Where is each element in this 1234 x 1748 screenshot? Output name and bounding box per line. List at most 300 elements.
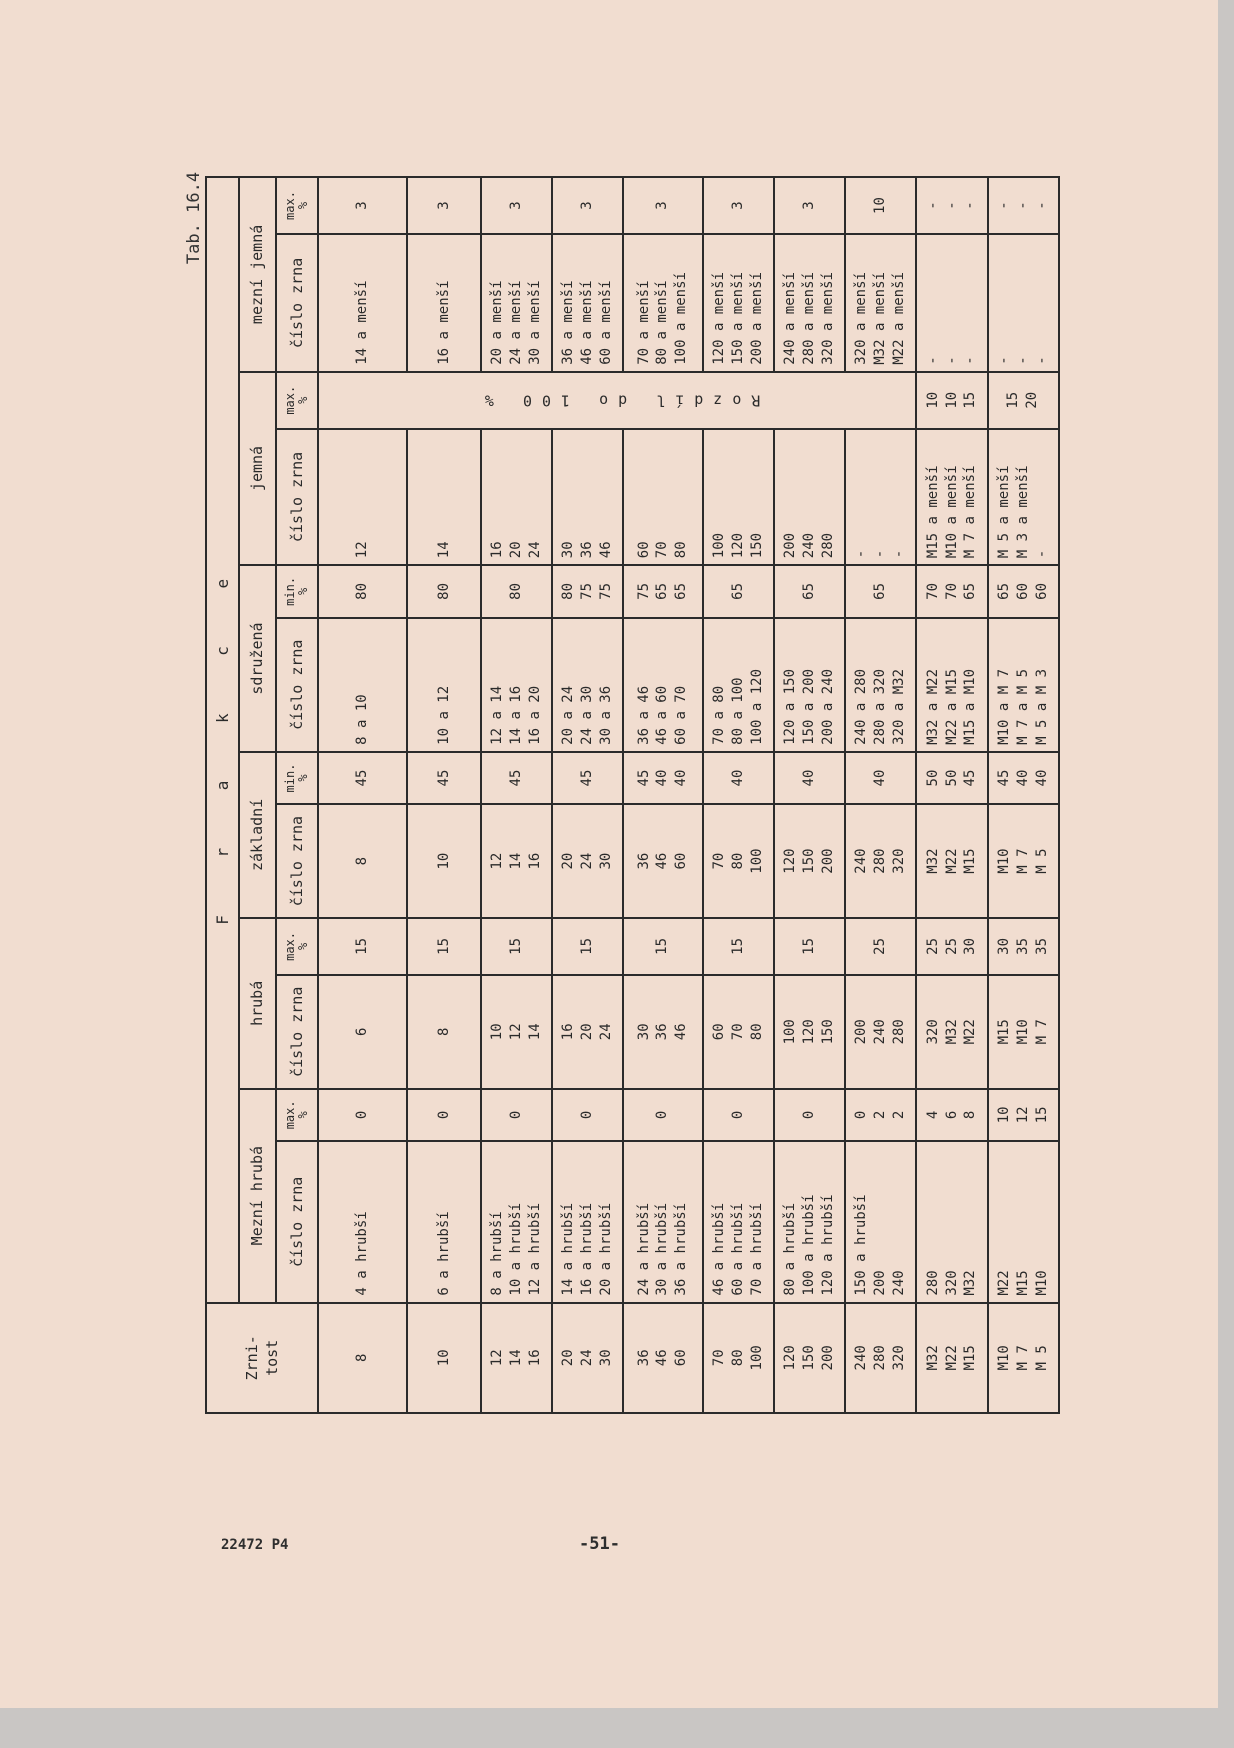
header-cislo-zrna: číslo zrna (276, 1141, 318, 1303)
cell-line: 0 (354, 1110, 371, 1120)
header-mezni-jemna: mezní jemná (239, 177, 276, 372)
header-sdruzena: sdružená (239, 565, 276, 752)
cell-zakladni-min (623, 752, 702, 804)
cell-jemna-max (916, 372, 987, 429)
cell-hruba-cislo (988, 975, 1059, 1089)
cell-line: 25 (943, 938, 960, 955)
cell-line: 30 (635, 1023, 652, 1041)
cell-sdruzena-min (481, 565, 552, 617)
cell-line: M 5 (1033, 1345, 1050, 1371)
cell-line: 65 (872, 582, 889, 600)
cell-line: 280 a 320 (872, 668, 889, 745)
cell-line: 16 (526, 1349, 543, 1367)
cell-mezni-hruba-cislo (916, 1141, 987, 1303)
cell-line: 46 (598, 541, 614, 559)
cell-line: 30 (560, 541, 577, 559)
cell-line: 100 (748, 848, 765, 874)
cell-line: 150 a 200 (800, 668, 817, 745)
cell-line: 70 (924, 582, 941, 600)
cell-line: 100 (710, 532, 727, 559)
header-zrnitost: Zrni- tost (206, 1303, 318, 1413)
cell-zakladni-min (318, 752, 407, 804)
fractions-table (205, 176, 1060, 1414)
cell-line: 12 a hrubší (526, 1202, 543, 1296)
cell-grain-size (623, 1303, 702, 1413)
cell-line: 36 a hrubší (673, 1202, 690, 1296)
cell-line: M10 a menší (943, 465, 960, 559)
cell-line: 6 a hrubší (435, 1211, 452, 1296)
table-row (703, 177, 774, 1413)
cell-mezni-jemna-max (916, 177, 987, 234)
cell-line: 16 (488, 541, 505, 559)
cell-mezni-jemna-cislo (318, 234, 407, 372)
cell-line: 10 (435, 1349, 452, 1367)
cell-line: 40 (654, 769, 671, 787)
cell-mezni-jemna-max (774, 177, 845, 234)
cell-line: 60 (710, 1023, 727, 1041)
cell-line: 150 (800, 848, 817, 874)
cell-line: 16 (526, 852, 543, 870)
cell-mezni-jemna-cislo (623, 234, 702, 372)
cell-line: 8 a 10 (354, 694, 371, 745)
cell-zakladni-min (845, 752, 916, 804)
cell-line: 45 (435, 769, 452, 787)
cell-zakladni-cislo (916, 804, 987, 918)
cell-line: 100 a 120 (748, 668, 765, 745)
cell-line: - (962, 201, 979, 210)
cell-mezni-hruba-max (916, 1089, 987, 1141)
cell-sdruzena-cislo (481, 618, 552, 752)
cell-line: M15 (962, 1345, 979, 1371)
cell-line: 3 (729, 201, 746, 210)
cell-hruba-max (774, 918, 845, 975)
table-row (623, 177, 702, 1413)
cell-line: - (943, 201, 960, 210)
cell-line: 80 (729, 852, 746, 870)
cell-grain-size (552, 1303, 623, 1413)
cell-line: 20 (1024, 391, 1041, 409)
cell-line: 240 (853, 848, 870, 874)
cell-line: 24 (598, 1023, 614, 1041)
cell-hruba-cislo (703, 975, 774, 1089)
cell-line: 80 a 100 (729, 677, 746, 745)
cell-mezni-hruba-max (623, 1089, 702, 1141)
cell-line: 40 (729, 769, 746, 787)
cell-line: 16 a menší (435, 280, 452, 365)
cell-line: 80 (435, 582, 452, 600)
cell-line: 280 (891, 1019, 908, 1045)
cell-line: 46 (654, 1349, 671, 1367)
cell-line: 30 a menší (526, 280, 543, 365)
cell-line: 14 a hrubší (560, 1202, 577, 1296)
cell-line: 150 (748, 532, 765, 559)
cell-mezni-hruba-max (318, 1089, 407, 1141)
cell-line: 8 (962, 1110, 979, 1120)
cell-line: 12 (1014, 1106, 1031, 1124)
cell-sdruzena-min (407, 565, 480, 617)
cell-line: 150 a hrubší (853, 1194, 870, 1296)
cell-jemna-max (988, 372, 1059, 429)
cell-line: 280 a menší (800, 272, 817, 365)
cell-line: M15 a menší (924, 465, 941, 559)
cell-line: 14 a 16 (507, 685, 524, 745)
cell-line: 3 (507, 201, 524, 210)
cell-line: M 3 a menší (1014, 465, 1031, 559)
cell-zakladni-cislo (407, 804, 480, 918)
cell-line: 30 (598, 852, 614, 870)
cell-line: 15 (1005, 391, 1022, 409)
cell-line: 14 (507, 1349, 524, 1367)
cell-line: M10 a M 7 (995, 668, 1012, 745)
cell-line: M22 (995, 1270, 1012, 1296)
cell-line: 16 a hrubší (579, 1202, 596, 1296)
cell-line: 280 (872, 848, 889, 874)
cell-line: 70 a menší (635, 280, 652, 365)
cell-line: M15 a M10 (962, 668, 979, 745)
cell-hruba-cislo (623, 975, 702, 1089)
cell-line: 2 (872, 1110, 889, 1120)
cell-zakladni-cislo (552, 804, 623, 918)
cell-line: 10 (872, 197, 889, 214)
cell-hruba-max (552, 918, 623, 975)
cell-mezni-jemna-max (407, 177, 480, 234)
cell-line: 15 (579, 938, 596, 955)
cell-mezni-jemna-max (623, 177, 702, 234)
cell-line: 70 a hrubší (748, 1202, 765, 1296)
header-cislo-zrna: číslo zrna (276, 618, 318, 752)
cell-line: 200 a 240 (819, 668, 836, 745)
cell-hruba-cislo (407, 975, 480, 1089)
cell-line: 240 (891, 1270, 908, 1296)
cell-line: 120 a 150 (782, 668, 799, 745)
cell-line: M32 a M22 (924, 668, 941, 745)
cell-mezni-jemna-max (552, 177, 623, 234)
table-row (318, 177, 407, 1413)
cell-sdruzena-cislo (988, 618, 1059, 752)
cell-line: 60 a hrubší (729, 1202, 746, 1296)
cell-line: 65 (654, 582, 671, 600)
cell-line: 8 (435, 1027, 452, 1036)
cell-line: 70 (710, 1349, 727, 1367)
cell-line: 6 (943, 1110, 960, 1120)
rozdil-note: Rozdíl do 100 % (318, 372, 916, 429)
cell-line: 200 (782, 532, 799, 559)
cell-hruba-cislo (552, 975, 623, 1089)
cell-line: M22 a menší (891, 272, 908, 365)
cell-line: 20 a hrubší (598, 1202, 614, 1296)
cell-line: 15 (435, 938, 452, 955)
cell-line: M15 (962, 848, 979, 874)
cell-line: - (924, 356, 941, 365)
cell-line: 60 (1014, 582, 1031, 600)
table-row (845, 177, 916, 1413)
cell-line: - (943, 356, 960, 365)
cell-sdruzena-cislo (318, 618, 407, 752)
cell-line: - (1014, 356, 1031, 365)
cell-zakladni-cislo (623, 804, 702, 918)
cell-mezni-jemna-max (988, 177, 1059, 234)
cell-line: 24 (526, 541, 543, 559)
cell-zakladni-cislo (703, 804, 774, 918)
cell-line: 24 a 30 (579, 685, 596, 745)
cell-line: 10 (488, 1023, 505, 1041)
cell-line: 60 a menší (598, 280, 614, 365)
cell-line: M10 (1033, 1270, 1050, 1296)
cell-line: 20 (507, 541, 524, 559)
cell-grain-size (988, 1303, 1059, 1413)
cell-line: 120 (782, 848, 799, 874)
cell-mezni-hruba-cislo (703, 1141, 774, 1303)
cell-zakladni-min (916, 752, 987, 804)
cell-line: 70 (654, 541, 671, 559)
cell-sdruzena-min (623, 565, 702, 617)
cell-line: - (1033, 549, 1050, 559)
cell-line: M32 (924, 848, 941, 874)
cell-sdruzena-cislo (774, 618, 845, 752)
cell-line: 12 (507, 1023, 524, 1041)
cell-line: 40 (673, 769, 690, 787)
cell-grain-size (774, 1303, 845, 1413)
cell-mezni-hruba-cislo (407, 1141, 480, 1303)
cell-line: 280 (819, 532, 836, 559)
cell-mezni-jemna-cislo (916, 234, 987, 372)
cell-line: 45 (579, 769, 596, 787)
cell-line: 320 (891, 848, 908, 874)
cell-line: 46 (654, 852, 671, 870)
cell-line: 30 a hrubší (654, 1202, 671, 1296)
header-frakce: F r a k c e (206, 177, 239, 1303)
cell-line: 40 (872, 769, 889, 787)
cell-hruba-cislo (774, 975, 845, 1089)
cell-grain-size (481, 1303, 552, 1413)
cell-line: 70 (710, 852, 727, 870)
cell-sdruzena-min (916, 565, 987, 617)
cell-line: 20 (579, 1023, 596, 1041)
table-row (774, 177, 845, 1413)
cell-line: 100 (782, 1019, 799, 1045)
cell-line: 10 (995, 1106, 1012, 1124)
cell-line: 14 (507, 852, 524, 870)
cell-line: M 5 a menší (995, 465, 1012, 559)
cell-line: 80 a hrubší (782, 1202, 799, 1296)
cell-line: - (924, 201, 941, 210)
cell-jemna-cislo (703, 429, 774, 566)
cell-line: 15 (800, 938, 817, 955)
header-cislo-zrna: číslo zrna (276, 975, 318, 1089)
cell-line: 3 (435, 201, 452, 210)
cell-line: 25 (924, 938, 941, 955)
page-number: -51- (579, 1534, 620, 1554)
cell-line: - (962, 356, 979, 365)
cell-line: 24 a hrubší (635, 1202, 652, 1296)
cell-zakladni-cislo (318, 804, 407, 918)
cell-line: 65 (962, 582, 979, 600)
cell-zakladni-cislo (481, 804, 552, 918)
cell-line: 45 (962, 769, 979, 787)
cell-zakladni-cislo (988, 804, 1059, 918)
cell-line: 100 a hrubší (800, 1194, 817, 1296)
cell-line: 15 (354, 938, 371, 955)
cell-mezni-jemna-cislo (407, 234, 480, 372)
cell-line: 12 a 14 (488, 685, 505, 745)
cell-mezni-hruba-max (481, 1089, 552, 1141)
cell-line: 30 (962, 938, 979, 955)
cell-line: 120 (800, 1019, 817, 1045)
cell-line: 8 a hrubší (488, 1211, 505, 1296)
cell-line: 80 (560, 582, 577, 600)
cell-line: 80 (729, 1349, 746, 1367)
cell-line: 20 a 24 (560, 685, 577, 745)
cell-line: 240 (872, 1019, 889, 1045)
cell-line: M22 a M15 (943, 668, 960, 745)
cell-line: 50 (943, 769, 960, 787)
cell-line: 75 (635, 582, 652, 600)
cell-hruba-max (407, 918, 480, 975)
cell-line: 24 (579, 852, 596, 870)
cell-zakladni-min (407, 752, 480, 804)
cell-line: 280 (872, 1345, 889, 1371)
cell-mezni-jemna-cislo (481, 234, 552, 372)
cell-line: 46 a menší (579, 280, 596, 365)
cell-line: M 5 a M 3 (1033, 668, 1050, 745)
cell-mezni-jemna-cislo (774, 234, 845, 372)
cell-line: - (853, 549, 870, 559)
cell-hruba-max (318, 918, 407, 975)
cell-line: 3 (800, 201, 817, 210)
cell-line: 60 (635, 541, 652, 559)
cell-jemna-cislo (481, 429, 552, 566)
cell-line: 40 (1033, 769, 1050, 787)
cell-line: 15 (1033, 1106, 1050, 1124)
cell-line: 45 (995, 769, 1012, 787)
cell-hruba-cislo (481, 975, 552, 1089)
cell-line: 14 a menší (354, 280, 371, 365)
cell-sdruzena-cislo (552, 618, 623, 752)
cell-line: 30 a 36 (598, 685, 614, 745)
cell-sdruzena-min (988, 565, 1059, 617)
cell-line: 60 (673, 852, 690, 870)
cell-jemna-cislo (623, 429, 702, 566)
cell-line: 80 (354, 582, 371, 600)
cell-line: 40 (1014, 769, 1031, 787)
cell-hruba-max (988, 918, 1059, 975)
cell-line: M15 (995, 1019, 1012, 1045)
cell-line: 45 (354, 769, 371, 787)
cell-line: 10 (435, 852, 452, 870)
cell-mezni-jemna-max (703, 177, 774, 234)
cell-line: M32 (924, 1345, 941, 1371)
cell-hruba-cislo (916, 975, 987, 1089)
cell-sdruzena-min (774, 565, 845, 617)
cell-line: 150 a menší (729, 272, 746, 365)
cell-grain-size (916, 1303, 987, 1413)
cell-line: 200 (819, 1345, 836, 1371)
table-row (988, 177, 1059, 1413)
cell-sdruzena-min (552, 565, 623, 617)
cell-line: 2 (891, 1110, 908, 1120)
cell-mezni-hruba-cislo (623, 1141, 702, 1303)
cell-mezni-hruba-cislo (552, 1141, 623, 1303)
cell-line: 60 (673, 1349, 690, 1367)
cell-line: 75 (579, 582, 596, 600)
cell-line: M 5 (1033, 848, 1050, 874)
cell-line: 4 a hrubší (354, 1211, 371, 1296)
cell-line: 150 (819, 1019, 836, 1045)
header-max-percent: max. % (276, 177, 318, 234)
cell-line: 0 (435, 1110, 452, 1120)
cell-line: M32 (943, 1019, 960, 1045)
header-max-percent: max. % (276, 372, 318, 429)
header-min-percent: min. % (276, 752, 318, 804)
header-jemna: jemná (239, 372, 276, 565)
cell-line: 320 a M32 (891, 668, 908, 745)
cell-line: 65 (673, 582, 690, 600)
cell-mezni-hruba-max (407, 1089, 480, 1141)
cell-line: 150 (800, 1345, 817, 1371)
cell-mezni-jemna-max (318, 177, 407, 234)
cell-line: 36 (635, 852, 652, 870)
cell-line: 20 (560, 852, 577, 870)
cell-line: 240 a menší (782, 272, 799, 365)
cell-line: 30 (995, 938, 1012, 955)
cell-line: M 7 (1014, 848, 1031, 874)
cell-line: 36 (654, 1023, 671, 1041)
cell-hruba-max (481, 918, 552, 975)
cell-line: 36 (635, 1349, 652, 1367)
cell-line: 80 (748, 1023, 765, 1041)
cell-line: M 7 (1014, 1345, 1031, 1371)
cell-line: 14 (435, 541, 452, 559)
cell-line: 15 (507, 938, 524, 955)
cell-line: 320 (943, 1270, 960, 1296)
cell-line: 80 (507, 582, 524, 600)
table-row (481, 177, 552, 1413)
cell-line: 80 (673, 541, 690, 559)
header-cislo-zrna: číslo zrna (276, 429, 318, 566)
cell-line: 12 (488, 852, 505, 870)
cell-hruba-cislo (845, 975, 916, 1089)
cell-sdruzena-cislo (845, 618, 916, 752)
cell-jemna-cislo (407, 429, 480, 566)
cell-line: 0 (853, 1110, 870, 1120)
cell-line: 15 (654, 938, 671, 955)
cell-line: 240 (853, 1345, 870, 1371)
cell-line: 25 (872, 938, 889, 955)
cell-line: - (1033, 201, 1050, 210)
cell-line: 120 (729, 532, 746, 559)
cell-line: 320 (924, 1019, 941, 1045)
cell-line: 10 (943, 391, 960, 409)
cell-mezni-jemna-cislo (988, 234, 1059, 372)
table-body (318, 177, 1059, 1413)
cell-line: - (995, 356, 1012, 365)
cell-line: 65 (995, 582, 1012, 600)
cell-line: 0 (654, 1110, 671, 1120)
cell-line: M 7 (1033, 1019, 1050, 1045)
cell-line: 50 (924, 769, 941, 787)
cell-line: M22 (943, 848, 960, 874)
header-cislo-zrna: číslo zrna (276, 234, 318, 372)
cell-grain-size (407, 1303, 480, 1413)
cell-line: 35 (1014, 938, 1031, 955)
cell-line: 30 (598, 1349, 614, 1367)
cell-grain-size (703, 1303, 774, 1413)
cell-mezni-hruba-cislo (318, 1141, 407, 1303)
cell-jemna-cislo (774, 429, 845, 566)
cell-line: 45 (635, 769, 652, 787)
cell-line: 60 a 70 (673, 685, 690, 745)
rotated-table-container (205, 176, 1060, 1414)
